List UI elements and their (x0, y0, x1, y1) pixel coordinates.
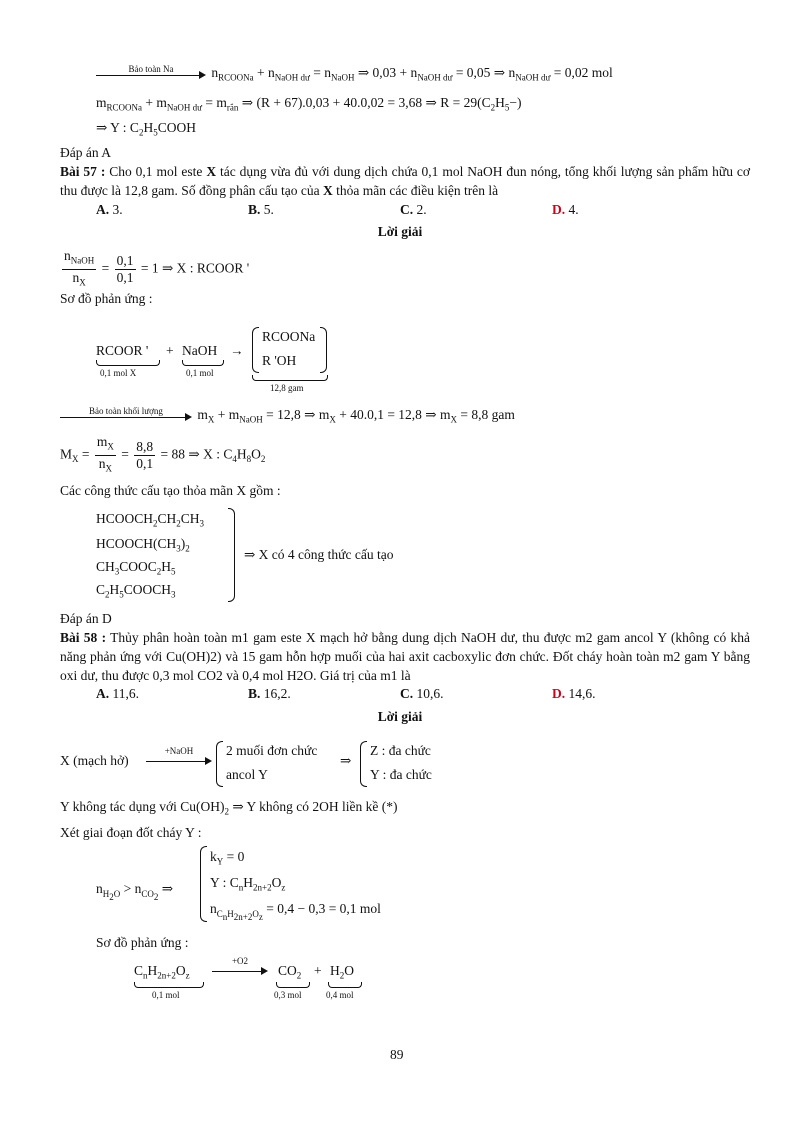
conservation-arrow: Bảo toàn Na (96, 66, 206, 82)
q58-solution-title: Lời giải (377, 709, 423, 724)
q57-product-1: RCOONa (262, 329, 316, 344)
y-result: ⇒ Y : $C_2H_5COOH$ (96, 120, 196, 138)
left-brace (216, 741, 223, 787)
q58-alcohol-sub: 0,1 mol (152, 990, 180, 1000)
q58-option-d: D. 14,6. (552, 686, 596, 701)
q58-burn-title: Xét giai đoạn đốt cháy Y : (60, 825, 202, 840)
q57-product-2: R 'OH (262, 353, 297, 368)
left-brace (200, 846, 207, 922)
isomer-2: $HCOOCH(CH_3)_2$ (96, 536, 190, 554)
q57-option-a: A. 3. (96, 202, 123, 217)
q58-burn-2: Y : $C_nH_{2n+2}O_z$ (210, 875, 286, 893)
q58-option-b: B. 16,2. (248, 686, 291, 701)
left-brace (360, 741, 367, 787)
q57-ratio: $\frac{n_{NaOH}}{n_X}$ = $\frac{0,1}{0,1}$ = 1 ⇒ X : RCOOR ' (64, 248, 250, 288)
mass-line: $m_{RCOONa} + m_{NaOH dư} = m_{rắn}$ ⇒ (R + 67).0,03 + 40.0,02 = 3,68 ⇒ $R = 29(C_2H_5-)$ (96, 95, 522, 113)
q58-h2o-sub: 0,4 mol (326, 990, 354, 1000)
question-58: Bài 58 : Thủy phân hoàn toàn m1 gam este X mạch hở bằng dung dịch NaOH dư, thu được m2 gam ancol Y (không có khả năng phản ứng với Cu(OH)2) và 15 gam hỗn hợp muối của hai axit cacboxylic đơn chức. Đốt cháy hoàn toàn m2 gam Y bằng oxi dư, thu được 0,3 mol CO2 và 0,4 mol H2O. Giá trị của m1 là (60, 630, 750, 683)
q58-alcohol: ancol Y (226, 767, 268, 782)
q57-scheme-title: Sơ đồ phản ứng : (60, 291, 153, 306)
page-number: 89 (390, 1047, 404, 1062)
q58-co2: $CO_2$ (278, 963, 302, 981)
q58-alcohol-formula: $C_nH_{2n+2}O_z$ (134, 963, 190, 981)
q57-reactant-1: RCOOR ' (96, 343, 149, 358)
q57-option-d: D. 4. (552, 202, 579, 217)
q58-burn-lhs: $n_{H_2O} > n_{CO_2}$ ⇒ (96, 881, 174, 902)
q57-isomers-conclusion: ⇒ X có 4 công thức cấu tạo (244, 547, 394, 562)
q58-y-multi: Y : đa chức (370, 767, 432, 782)
q57-product-sub: 12,8 gam (270, 383, 304, 393)
q57-molar-mass: $M_X$ = $\frac{m_X}{n_X}$ = $\frac{8,8}{0,1}$ = 88 ⇒ X : $C_4H_8O_2$ (60, 434, 266, 474)
q57-option-b: B. 5. (248, 202, 274, 217)
q57-solution-title: Lời giải (377, 224, 423, 239)
q57-mass-conservation: Bảo toàn khối lượng $m_X + m_{NaOH} = 12,8$ ⇒ $m_X + 40.0,1 = 12,8$ ⇒ $m_X = 8,8$ gam (60, 406, 515, 429)
q58-x-open-chain: X (mạch hở) (60, 753, 129, 768)
right-brace (228, 508, 235, 602)
q58-z-multi: Z : đa chức (370, 743, 431, 758)
q58-scheme-title: Sơ đồ phản ứng : (96, 935, 189, 950)
q57-option-c: C. 2. (400, 202, 427, 217)
isomer-1: $HCOOCH_2CH_2CH_3$ (96, 511, 205, 529)
plus-sign: + (166, 343, 174, 358)
implies-arrow: ⇒ (340, 753, 352, 768)
q57-reactant-2-sub: 0,1 mol (186, 368, 214, 378)
q58-co2-sub: 0,3 mol (274, 990, 302, 1000)
q58-burn-3: $n_{C_nH_{2n+2}O_z} = 0,4 - 0,3 = 0,1$ mol (210, 901, 381, 922)
q58-y-note: Y không tác dụng với $Cu(OH)_2$ ⇒ Y không có 2OH liền kề (*) (60, 799, 398, 817)
answer-a-line: Đáp án A (60, 145, 111, 160)
o2-arrow: +O2 (212, 962, 268, 978)
plus-sign: + (314, 963, 322, 978)
reaction-arrow: → (230, 343, 244, 358)
question-57: Bài 57 : Cho 0,1 mol este X tác dụng vừa đủ với dung dịch chứa 0,1 mol NaOH đun nóng, tổng khối lượng sản phẩm hữu cơ thu được là 12,8 gam. Số đồng phân cấu tạo của X thỏa mãn các điều kiện trên là (60, 164, 751, 198)
naoh-arrow: +NaOH (146, 752, 212, 768)
left-brace (252, 327, 259, 373)
right-brace (320, 327, 327, 373)
q58-salt: 2 muối đơn chức (226, 743, 318, 758)
na-conservation-line: Bảo toàn Na $n_{RCOONa} + n_{NaOH dư} = n_{NaOH}$ ⇒ $0,03 + n_{NaOH dư} = 0,05$ ⇒ $n_{NaOH dư} = 0,02$ mol (96, 64, 613, 87)
q57-reactant-2: NaOH (182, 343, 218, 358)
isomer-4: $C_2H_5COOCH_3$ (96, 582, 176, 600)
conservation-arrow: Bảo toàn khối lượng (60, 408, 192, 424)
answer-d-line: Đáp án D (60, 611, 112, 626)
q58-option-c: C. 10,6. (400, 686, 444, 701)
q57-reactant-1-sub: 0,1 mol X (100, 368, 137, 378)
isomer-3: $CH_3COOC_2H_5$ (96, 559, 176, 577)
q58-burn-1: $k_Y = 0$ (210, 849, 245, 867)
q58-option-a: A. 11,6. (96, 686, 139, 701)
q58-h2o: $H_2O$ (330, 963, 354, 981)
q57-isomers-title: Các công thức cấu tạo thỏa mãn X gồm : (60, 483, 281, 498)
